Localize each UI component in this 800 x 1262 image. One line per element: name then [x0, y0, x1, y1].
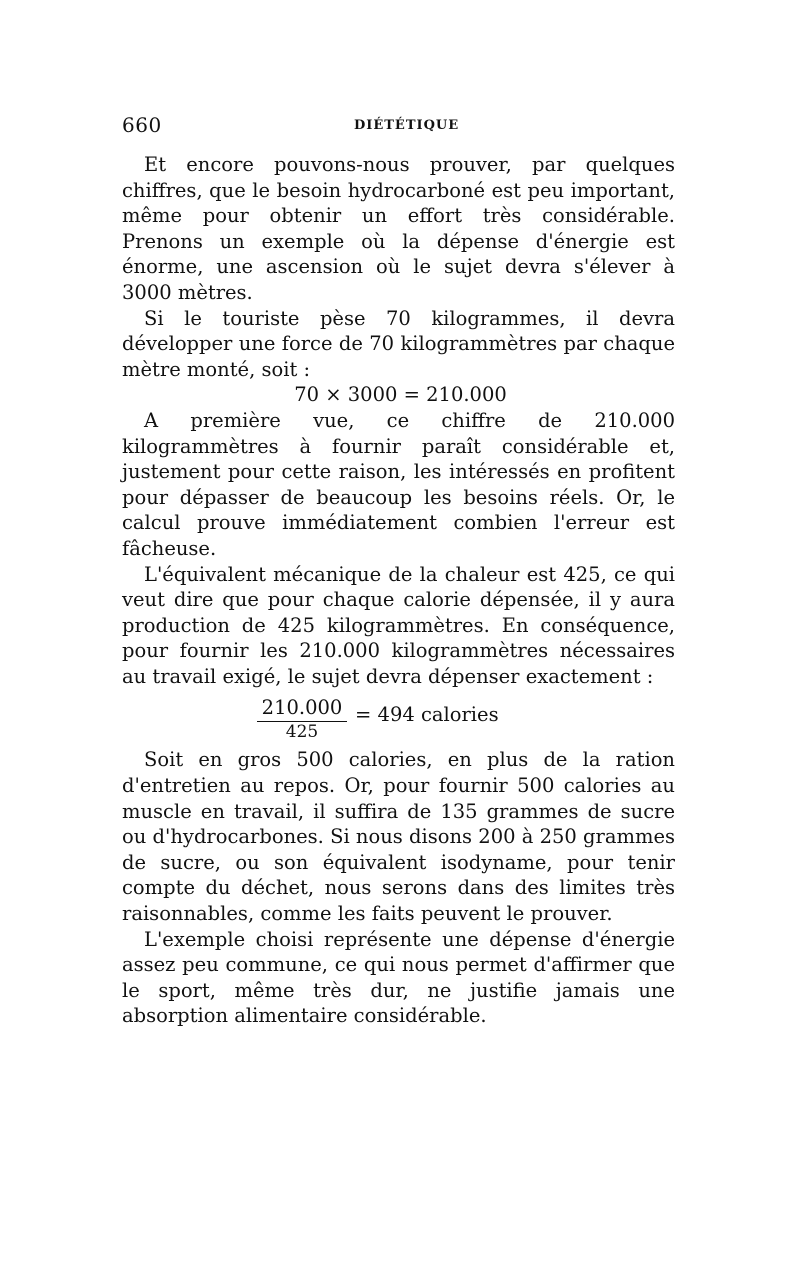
fraction-result: = 494 calories — [355, 702, 499, 726]
running-head: DIÉTÉTIQUE — [354, 118, 460, 133]
equation-multiplication: 70 × 3000 = 210.000 — [294, 383, 507, 407]
fraction-denominator: 425 — [285, 721, 319, 742]
paragraph-4: L'équivalent mécanique de la chaleur est 425, ce qui veut dire que pour chaque calorie dépensée, il y aura production de 425 kilogrammètres. En conséquence, pour fournir les 210.000 kilogrammètres nécessaires au travail exigé, le sujet devra dépenser exactement : — [122, 562, 675, 688]
fraction — [257, 697, 347, 742]
fraction-numerator: 210.000 — [261, 695, 343, 719]
equation-fraction — [122, 691, 675, 747]
page-number: 660 — [122, 113, 162, 137]
paragraph-5: Soit en gros 500 calories, en plus de la ration d'entretien au repos. Or, pour fournir 500 calories au muscle en travail, il suffira de 135 grammes de sucre ou d'hydrocarbones. Si nous disons 200 à 250 grammes de sucre, ou son équivalent isodyname, pour tenir compte du déchet, nous serons dans des limites très raisonnables, comme les faits peuvent le prouver. — [122, 748, 675, 926]
page-header — [122, 113, 675, 141]
paragraph-1: Et encore pouvons-nous prouver, par quelques chiffres, que le besoin hydrocarboné est peu important, même pour obtenir un effort très considérable. Prenons un exemple où la dépense d'énergie est énorme, une ascension où le sujet devra s'élever à 3000 mètres. — [122, 153, 675, 304]
paragraph-6: L'exemple choisi représente une dépense d'énergie assez peu commune, ce qui nous permet d'affirmer que le sport, même très dur, ne justifie jamais une absorption alimentaire considérable. — [122, 927, 675, 1028]
paragraph-2: Si le touriste pèse 70 kilogrammes, il devra développer une force de 70 kilogrammètres par chaque mètre monté, soit : — [122, 306, 675, 381]
body-text — [122, 152, 675, 1029]
paragraph-3: A première vue, ce chiffre de 210.000 kilogrammètres à fournir paraît considérable et, justement pour cette raison, les intéressés en profitent pour dépasser de beaucoup les besoins réels. Or, le calcul prouve immédiatement combien l'erreur est fâcheuse. — [122, 408, 675, 560]
